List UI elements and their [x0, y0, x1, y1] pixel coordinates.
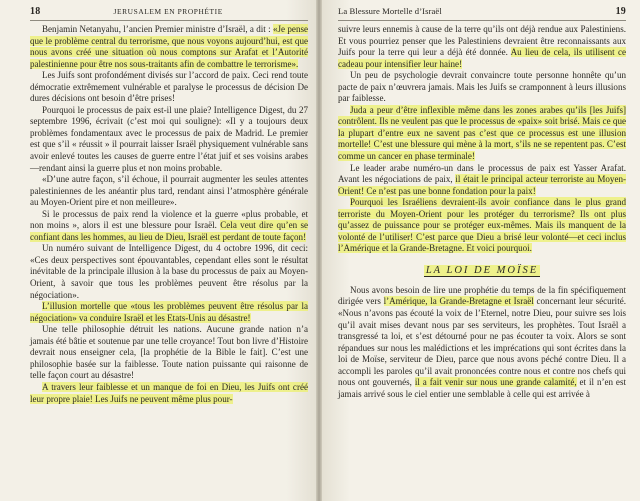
text-segment: Une telle philosophie détruit les nations. Aucune grande nation n’a jamais été bâtie et soutenue par une telle croyance! Tout bon livre d’Histoire devrait nous enseigner cela, [la prophétie de la Bible le fait]. C’est une philosophie basée sur la faiblesse. Toute nation puissante qui raisonne de telle façon court au désastre!	[30, 324, 308, 381]
right-page-body	[338, 24, 626, 255]
right-page	[318, 0, 640, 501]
paragraph	[30, 24, 308, 70]
right-page-number: 19	[615, 6, 626, 17]
text-segment: Si le processus de paix rend la violence et la guerre «plus probable, et non moins », alors il est une blessure pour Israël.	[30, 208, 308, 231]
section-heading-text: LA LOI DE MOÏSE	[425, 264, 539, 276]
paragraph	[338, 197, 626, 255]
right-running-head	[338, 6, 626, 21]
right-running-title: La Blessure Mortelle d’Israël	[338, 6, 442, 16]
text-segment: Le leader arabe numéro-un dans le processus de paix est Yasser Arafat. Avant les négociations de paix,	[338, 162, 626, 185]
highlighted-text: Pourquoi les Israéliens devraient-ils avoir confiance dans le plus grand terroriste du Moyen-Orient pour les protéger du terrorisme? Ils ont plus qu’assez de puissance pour se protéger eux-mêmes. Mais ils manquent de la volonté de l’utiliser! C’est parce que Dieu a brisé leur volonté—et ceci inclus l’Amérique et la Grande-Bretagne. Et voici pourquoi.	[338, 197, 626, 254]
paragraph	[30, 209, 308, 244]
paragraph	[338, 70, 626, 105]
highlighted-text: «Je pense que le problème central du terrorisme, que nous voyons aujourd’hui, est que nous avons créé une situation où nous comptons sur Arafat et l’Autorité palestinienne pour être nos sous-traitants afin de combattre le terrorisme».	[30, 24, 309, 69]
text-segment: «D’une autre façon, s’il échoue, il pourrait augmenter les seules attentes palestiniennes de les anéantir plus tard, rendant ainsi l’atmosphère générale au Moyen-Orient pire et non meilleure».	[30, 174, 308, 208]
text-segment: Un numéro suivant de Intelligence Digest, du 4 octobre 1996, dit ceci: «Ces deux perspectives sont épouvantables, cependant elles sont le résultat inévitable de la principale illusion à la base du processus de paix au Moyen-Orient, à savoir que tous les problèmes peuvent être résolus par la négociation».	[30, 243, 308, 300]
paragraph	[338, 285, 626, 400]
highlighted-text: A travers leur faiblesse et un manque de foi en Dieu, les Juifs ont créé leur propre plaie! Les Juifs ne peuvent même plus pour-	[30, 381, 308, 404]
left-page-number: 18	[30, 6, 41, 17]
paragraph	[30, 324, 308, 382]
left-page-body	[30, 24, 308, 405]
left-running-title: JERUSALEM EN PROPHÉTIE	[113, 7, 223, 16]
highlighted-text: il a fait venir sur nous une grande calamité,	[414, 377, 577, 388]
paragraph	[30, 174, 308, 209]
text-segment: et il n’en est jamais arrivé sous le ciel entier une semblable à celle qui est arrivée à	[338, 377, 626, 399]
left-page	[0, 0, 318, 501]
paragraph	[338, 105, 626, 163]
section-heading	[338, 265, 626, 276]
highlighted-text: il était le principal acteur terroriste au Moyen-Orient! Ce n’est pas une bonne fondation pour la paix!	[338, 174, 626, 196]
highlighted-text: Juda a peur d’être inflexible même dans les zones arabes qu’ils [les Juifs] contrôlent. Ils ne veulent pas que le processus de «paix» soit brisé. Mais ce que la plupart d’entre eux ne savent pas c’est que ce processus est une illusion mortelle! C’est une blessure qui mène à la mort, s’ils ne se repentent pas. C’est comme un cancer en phase terminale!	[338, 104, 626, 162]
text-segment: Benjamin Netanyahu, l’ancien Premier ministre d’Israël, a dit :	[42, 24, 274, 34]
right-page-body-after	[338, 285, 626, 400]
book-gutter	[316, 0, 322, 501]
highlighted-text: Au lieu de cela, ils utilisent ce cadeau pour intensifier leur haine!	[338, 47, 626, 69]
text-segment: Un peu de psychologie devrait convaincre toute personne honnête qu’un pacte de paix n’œuvrera jamais. Mais les Juifs se cramponnent à leurs illusions par faiblesse.	[338, 70, 626, 104]
paragraph	[30, 243, 308, 301]
text-segment: Pourquoi le processus de paix est-il une plaie? Intelligence Digest, du 27 septembre 1996, écrivait (c’est moi qui souligne): «Il y a toujours deux problèmes fondamentaux avec le processus de paix de Madrid. Le premier est que s’il « réussit » il pourrait laisser Israël physiquement vulnérable sans avoir enlevé toutes les causes de guerre entre l’état juif et ses voisins arabes—rendant ainsi la guerre plus et non moins probable.	[30, 104, 308, 173]
paragraph	[338, 24, 626, 70]
paragraph	[30, 70, 308, 105]
paragraph	[338, 163, 626, 198]
highlighted-text: L’illusion mortelle que «tous les problèmes peuvent être résolus par la négociation» va conduire Israël et les Etats-Unis au désastre!	[30, 301, 308, 323]
text-segment: concernant leur sécurité. «Nous n’avons pas écouté la voix de l’Eternel, notre Dieu, pour suivre ses lois qu’il avait mises devant nous par ses serviteurs, les prophètes. Tout Israël a transgressé ta loi, et s’est détourné pour ne pas écouter ta voix. Alors se sont répandues sur nous les malédictions et les imprécations qui sont écrites dans la loi de Moïse, serviteur de Dieu, parce que nous avons péché contre Dieu. Il a accompli les paroles qu’il avait prononcées contre nous et contre nos chefs qui nous ont gouvernés,	[338, 296, 626, 388]
highlighted-text: l’Amérique, la Grande-Bretagne et Israël	[383, 296, 534, 307]
text-segment: suivre leurs ennemis à cause de la terre qu’ils ont déjà rendue aux Palestiniens. Et vous pourriez penser que les Palestiniens devraient être reconnaissants aux Juifs pour la terre qui leur a déjà été donnée.	[338, 24, 626, 58]
text-segment: Nous avons besoin de lire une prophétie du temps de la fin spécifiquement dirigée vers	[338, 284, 626, 307]
highlighted-text: Cela veut dire qu’en se confiant dans les hommes, au lieu de Dieu, Israël est perdant de toute façon!	[30, 220, 308, 242]
text-segment: Les Juifs sont profondément divisés sur l’accord de paix. Ceci rend toute démocratie extrêmement vulnérable et paralyse le processus de décision De dures décisions ont besoin d’être prises!	[30, 70, 308, 104]
paragraph	[30, 382, 308, 405]
paragraph	[30, 105, 308, 174]
left-running-head	[30, 6, 308, 21]
paragraph	[30, 301, 308, 324]
